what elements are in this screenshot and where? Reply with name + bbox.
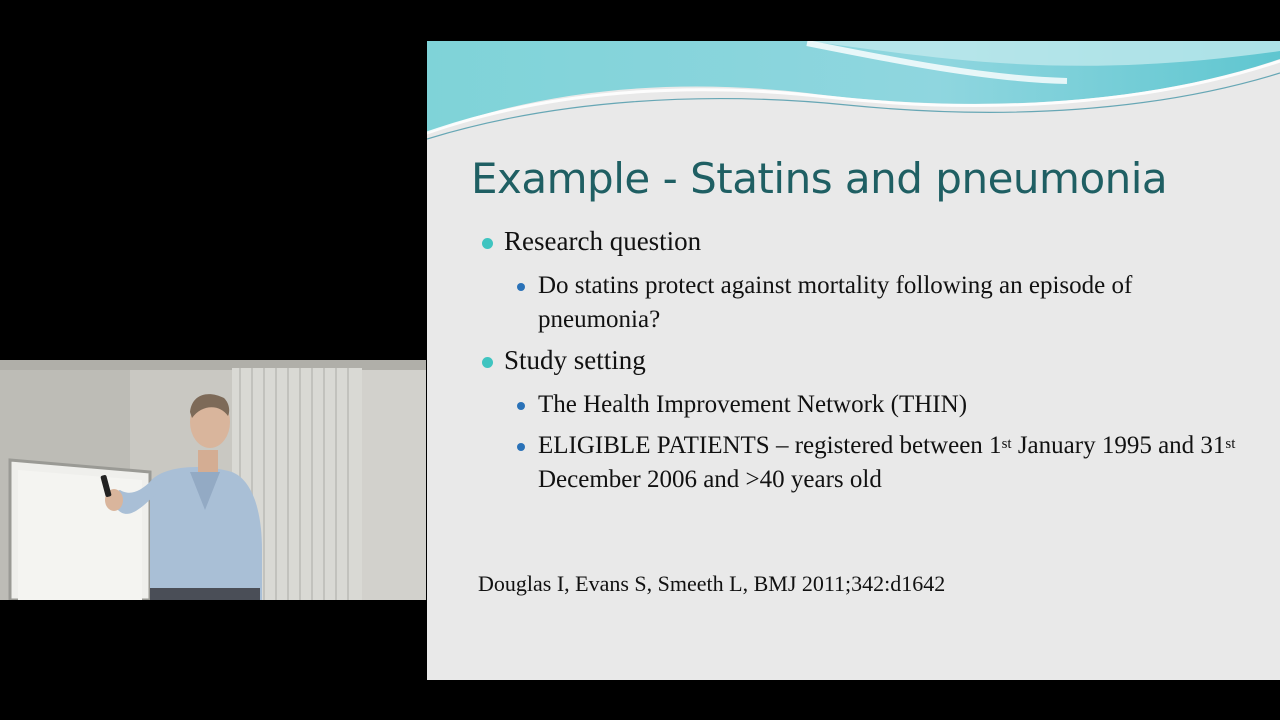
slide-title: Example - Statins and pneumonia <box>471 154 1168 203</box>
presenter-camera-view <box>0 360 426 600</box>
bullet-research-question <box>504 226 701 257</box>
presentation-slide <box>427 41 1280 680</box>
subbullet-dot-icon <box>517 402 525 410</box>
whiteboard-icon <box>10 460 150 600</box>
subbullet-eligible-patients <box>538 429 1238 497</box>
subbullet-dot-icon <box>517 283 525 291</box>
bullet-dot-icon <box>482 238 493 249</box>
subbullet-dot-icon <box>517 443 525 451</box>
subbullet-rq-detail <box>538 269 1238 337</box>
bullet-text: Study setting <box>504 345 646 375</box>
subbullet-text: The Health Improvement Network (THIN) <box>538 391 968 418</box>
bullet-text: Research question <box>504 226 702 256</box>
subbullet-thin <box>538 388 1238 422</box>
bullet-dot-icon <box>482 357 493 368</box>
subbullet-text: Do statins protect against mortality following an episode of pneumonia? <box>538 272 1133 333</box>
presenter-scene <box>0 360 426 600</box>
bullet-study-setting <box>504 345 646 376</box>
slide-citation: Douglas I, Evans S, Smeeth L, BMJ 2011;342:d1642 <box>478 571 946 596</box>
subbullet-text: ELIGIBLE PATIENTS – registered between 1st January 1995 and 31st December 2006 and >40 years old <box>538 432 1236 493</box>
